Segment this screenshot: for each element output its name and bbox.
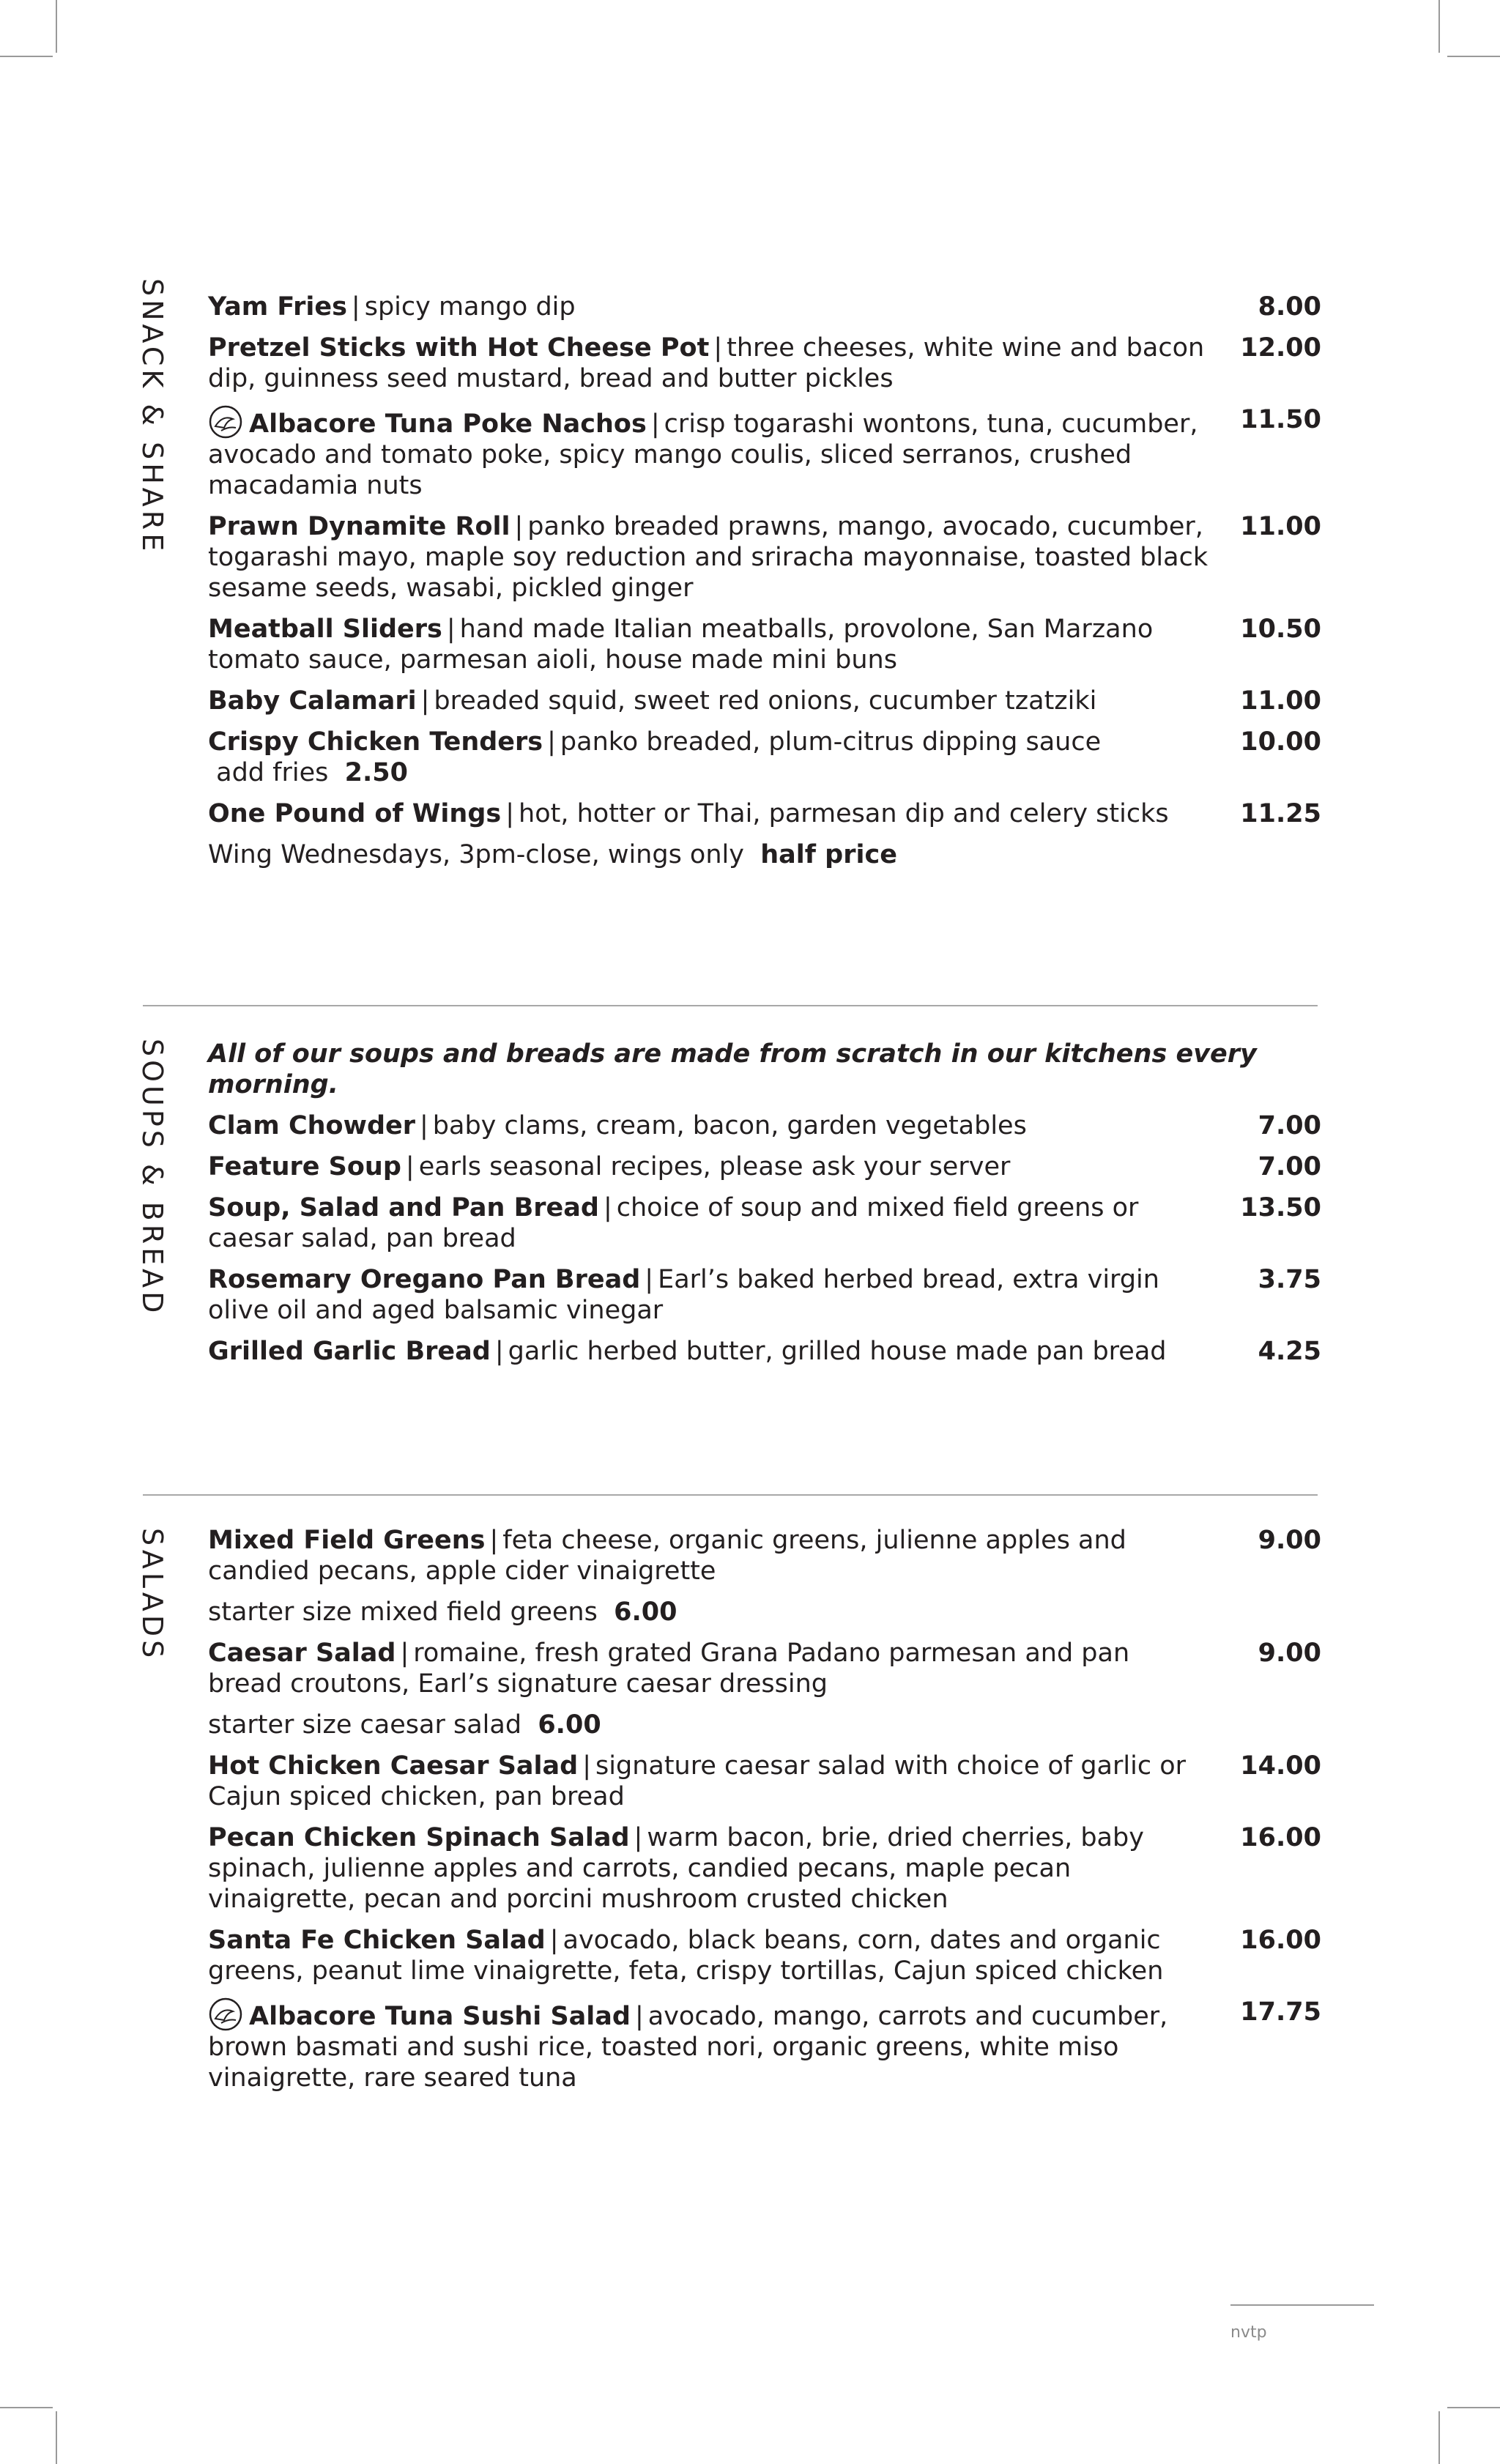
item-price: 3.75 xyxy=(1258,1265,1321,1294)
item-name: Grilled Garlic Bread xyxy=(208,1337,491,1366)
separator: | xyxy=(645,1265,654,1294)
ocean-wise-icon xyxy=(208,1997,243,2032)
menu-item xyxy=(208,404,1321,501)
item-description: Earl’s baked herbed bread, extra virgin olive oil and aged balsamic vinegar xyxy=(208,1265,1159,1325)
crop-mark xyxy=(0,2407,53,2408)
menu-item xyxy=(208,1110,1321,1141)
item-price: 10.50 xyxy=(1240,615,1321,644)
item-price: 11.00 xyxy=(1240,686,1321,716)
soups-intro-note: All of our soups and breads are made from scratch in our kitchens every morning. xyxy=(208,1039,1257,1099)
menu-item xyxy=(208,1925,1321,1986)
crop-mark xyxy=(1438,0,1440,53)
menu-item xyxy=(208,686,1321,716)
note-text: starter size caesar salad xyxy=(208,1710,522,1740)
item-name: Baby Calamari xyxy=(208,686,417,716)
item-name: Rosemary Oregano Pan Bread xyxy=(208,1265,641,1294)
snack-share-list xyxy=(208,292,1321,880)
separator: | xyxy=(549,1926,559,1955)
crop-mark xyxy=(56,2411,57,2464)
salads-list xyxy=(208,1525,1321,2104)
separator: | xyxy=(514,512,524,541)
separator: | xyxy=(505,799,515,828)
menu-item xyxy=(208,292,1321,322)
separator: | xyxy=(420,686,430,716)
note-text: Wing Wednesdays, 3pm-close, wings only xyxy=(208,840,744,869)
item-price: 7.00 xyxy=(1258,1152,1321,1181)
separator: | xyxy=(582,1751,592,1781)
separator: | xyxy=(547,727,556,757)
item-name: Hot Chicken Caesar Salad xyxy=(208,1751,579,1781)
item-description: panko breaded prawns, mango, avocado, cucumber, togarashi mayo, maple soy reduction and sriracha mayonnaise, toasted black sesame seeds, wasabi, pickled ginger xyxy=(208,512,1208,603)
item-price: 14.00 xyxy=(1240,1751,1321,1781)
menu-item xyxy=(208,1997,1321,2093)
item-price: 10.00 xyxy=(1240,727,1321,757)
item-name: Santa Fe Chicken Salad xyxy=(208,1926,546,1955)
item-price: 11.00 xyxy=(1240,512,1321,541)
menu-item xyxy=(208,727,1321,788)
menu-item xyxy=(208,1336,1321,1367)
item-name: Meatball Sliders xyxy=(208,615,442,644)
item-price: 12.00 xyxy=(1240,333,1321,363)
item-name: Feature Soup xyxy=(208,1152,401,1181)
note-price: 6.00 xyxy=(538,1710,601,1740)
crop-mark xyxy=(56,0,57,53)
item-description: breaded squid, sweet red onions, cucumber tzatziki xyxy=(434,686,1097,716)
item-name: One Pound of Wings xyxy=(208,799,502,828)
separator: | xyxy=(446,615,456,644)
menu-item xyxy=(208,1751,1321,1812)
item-name: Crispy Chicken Tenders xyxy=(208,727,543,757)
section-title-soups-bread: SOUPS & BREAD xyxy=(136,1039,168,1317)
separator: | xyxy=(713,333,723,363)
item-price: 16.00 xyxy=(1240,1926,1321,1955)
item-description: baby clams, cream, bacon, garden vegetables xyxy=(432,1111,1027,1140)
crop-mark xyxy=(1447,2407,1500,2408)
separator: | xyxy=(420,1111,428,1140)
separator: | xyxy=(650,409,660,439)
item-description: hand made Italian meatballs, provolone, San Marzano tomato sauce, parmesan aioli, house made mini buns xyxy=(208,615,1154,675)
menu-item xyxy=(208,1525,1321,1587)
starter-note xyxy=(208,1710,1321,1740)
item-description: feta cheese, organic greens, julienne apples and candied pecans, apple cider vinaigrette xyxy=(208,1526,1126,1586)
item-description: garlic herbed butter, grilled house made pan bread xyxy=(508,1337,1167,1366)
item-name: Prawn Dynamite Roll xyxy=(208,512,510,541)
menu-item xyxy=(208,1192,1321,1254)
item-price: 11.25 xyxy=(1240,799,1321,828)
item-description: crisp togarashi wontons, tuna, cucumber, avocado and tomato poke, spicy mango coulis, sliced serranos, crushed macadamia nuts xyxy=(208,409,1198,500)
menu-item xyxy=(208,798,1321,829)
item-description: earls seasonal recipes, please ask your server xyxy=(418,1152,1011,1181)
wing-wednesday-note xyxy=(208,839,1321,870)
item-description: three cheeses, white wine and bacon dip, guinness seed mustard, bread and butter pickles xyxy=(208,333,1205,393)
item-name: Albacore Tuna Poke Nachos xyxy=(249,409,647,439)
section-title-snack-share: SNACK & SHARE xyxy=(136,278,168,555)
separator: | xyxy=(634,2002,644,2031)
footer-rule xyxy=(1230,2304,1374,2306)
item-name: Yam Fries xyxy=(208,292,347,322)
item-description: romaine, fresh grated Grana Padano parmesan and pan bread croutons, Earl’s signature caesar dressing xyxy=(208,1639,1130,1699)
separator: | xyxy=(603,1193,612,1222)
separator: | xyxy=(351,292,360,322)
separator: | xyxy=(405,1152,415,1181)
footer-code: nvtp xyxy=(1230,2323,1267,2342)
item-name: Albacore Tuna Sushi Salad xyxy=(249,2002,631,2031)
item-price: 17.75 xyxy=(1240,1997,1321,2027)
menu-item xyxy=(208,1822,1321,1915)
item-price: 7.00 xyxy=(1258,1111,1321,1140)
section-divider xyxy=(143,1005,1318,1006)
section-title-salads: SALADS xyxy=(136,1528,168,1662)
crop-mark xyxy=(1438,2411,1440,2464)
section-divider xyxy=(143,1494,1318,1496)
extra-price: 2.50 xyxy=(344,758,408,787)
item-price: 13.50 xyxy=(1240,1193,1321,1222)
ocean-wise-icon xyxy=(208,404,243,439)
note-text: starter size mixed field greens xyxy=(208,1597,598,1627)
separator: | xyxy=(634,1823,643,1852)
item-price: 11.50 xyxy=(1240,405,1321,434)
item-name: Pretzel Sticks with Hot Cheese Pot xyxy=(208,333,710,363)
item-description: avocado, black beans, corn, dates and organic greens, peanut lime vinaigrette, feta, crispy tortillas, Cajun spiced chicken xyxy=(208,1926,1164,1986)
soups-bread-list xyxy=(208,1039,1321,1377)
item-description: choice of soup and mixed field greens or caesar salad, pan bread xyxy=(208,1193,1139,1253)
separator: | xyxy=(489,1526,499,1555)
item-name: Clam Chowder xyxy=(208,1111,415,1140)
crop-mark xyxy=(0,56,53,57)
extra-label: add fries xyxy=(216,758,329,787)
item-description: spicy mango dip xyxy=(364,292,576,322)
note-price: 6.00 xyxy=(614,1597,677,1627)
item-price: 4.25 xyxy=(1258,1337,1321,1366)
item-price: 8.00 xyxy=(1258,292,1321,322)
menu-item xyxy=(208,614,1321,675)
item-description: warm bacon, brie, dried cherries, baby spinach, julienne apples and carrots, candied pecans, maple pecan vinaigrette, pecan and porcini mushroom crusted chicken xyxy=(208,1823,1144,1914)
item-name: Mixed Field Greens xyxy=(208,1526,486,1555)
menu-item xyxy=(208,333,1321,394)
item-price: 9.00 xyxy=(1258,1639,1321,1668)
item-description: hot, hotter or Thai, parmesan dip and celery sticks xyxy=(519,799,1169,828)
menu-item xyxy=(208,1151,1321,1182)
crop-mark xyxy=(1447,56,1500,57)
item-description: panko breaded, plum-citrus dipping sauce xyxy=(560,727,1102,757)
item-description: avocado, mango, carrots and cucumber, brown basmati and sushi rice, toasted nori, organic greens, white miso vinaigrette, rare seared tuna xyxy=(208,2002,1168,2093)
item-price: 16.00 xyxy=(1240,1823,1321,1852)
starter-note xyxy=(208,1597,1321,1628)
menu-item xyxy=(208,1638,1321,1699)
item-name: Soup, Salad and Pan Bread xyxy=(208,1193,599,1222)
menu-item xyxy=(208,1264,1321,1326)
note-highlight: half price xyxy=(760,840,897,869)
item-price: 9.00 xyxy=(1258,1526,1321,1555)
item-name: Caesar Salad xyxy=(208,1639,396,1668)
separator: | xyxy=(494,1337,504,1366)
menu-item xyxy=(208,511,1321,604)
item-name: Pecan Chicken Spinach Salad xyxy=(208,1823,630,1852)
separator: | xyxy=(400,1639,409,1668)
item-description: signature caesar salad with choice of garlic or Cajun spiced chicken, pan bread xyxy=(208,1751,1187,1811)
